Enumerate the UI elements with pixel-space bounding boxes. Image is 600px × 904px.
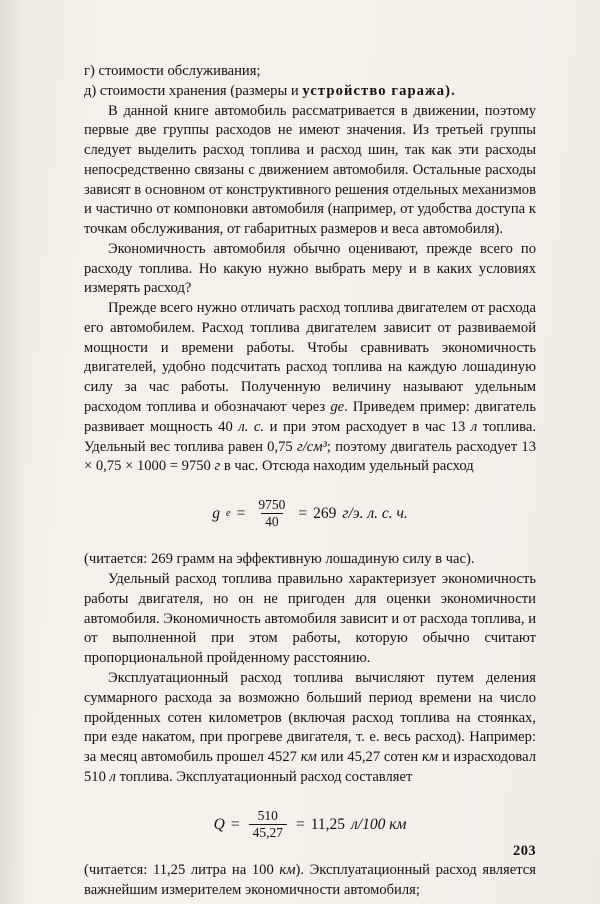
list-item-d-emphasis: устройство гаража). (302, 82, 456, 99)
formula-2-numerator: 510 (257, 807, 278, 823)
formula-1-denominator: 40 (261, 513, 283, 529)
formula-2-units: л/100 км (351, 815, 407, 833)
formula-operational-fuel-consumption (84, 809, 536, 840)
paragraph-7 (84, 861, 536, 901)
formula-2-equals-1: = (230, 815, 240, 833)
paragraph-2: Экономичность автомобиля обычно оценивают, прежде всего по расходу топлива. Но какую нужно выбрать меру и в каких условиях измерять расход? (84, 240, 536, 297)
paragraph-3-part-a: Прежде всего нужно отличать расход топлива двигателем от расхода его автомобилем. Расход топлива двигателем зависит от развиваемой мощности и времени работы. Чтобы сравнивать экономичность двигателей, удобно подсчитать расход топлива на каждую лошадиную силу за час работы. Полученную величину называют удельным расходом топлива и обозначают через (84, 300, 536, 416)
formula-1-lhs: g (212, 505, 220, 523)
paragraph-3-part-d: топлива. Удельный вес топлива равен 0,75 (84, 418, 537, 455)
paragraph-3-part-c: и при этом расходует в час 13 (264, 418, 471, 435)
unit-liter: л (470, 418, 478, 435)
paragraph-6 (84, 669, 536, 788)
formula-1-fraction (254, 498, 289, 529)
formula-1-equals-2: = (298, 505, 308, 523)
paragraph-6-part-a: Эксплуатационный расход топлива вычисляют путем деления суммарного расхода за возможно больший период времени на число пройденных сотен километров (включая расход топлива на стоянках, при езде накатом, при прогреве двигателя, т. е. весь расход). Например: за месяц автомобиль прошел 4527 (84, 670, 536, 766)
unit-km-1: км (300, 749, 317, 766)
paragraph-3-part-e: ; поэтому двигатель расходует 13 × 0,75 × 1000 = 9750 (84, 438, 536, 475)
formula-1-units: г/э. л. с. ч. (342, 505, 408, 523)
unit-density: г/см³ (297, 438, 327, 455)
symbol-ge: gе (330, 399, 345, 416)
formula-1-equals-1: = (236, 505, 246, 523)
paragraph-5: Удельный расход топлива правильно характеризует экономичность работы двигателя, но он не пригоден для оценки экономичности автомобиля. Экономичность автомобиля зависит и от расхода топлива, и от выполненной при этом работы, которую обычно считают пропорциональной пройденному расстоянию. (84, 571, 536, 667)
paragraph-7-part-a: (читается: 11,25 литра на 100 (84, 861, 280, 878)
formula-1-value: 269 (313, 505, 337, 523)
unit-km-2: км (421, 749, 439, 766)
formula-specific-fuel-consumption (84, 498, 536, 529)
list-item-d (84, 82, 536, 102)
paragraph-4-reading: (читается: 269 грамм на эффективную лошадиную силу в час). (84, 551, 475, 568)
page-edge-shadow (0, 0, 26, 904)
formula-2-lhs: Q (213, 815, 225, 833)
paragraph-3-part-b: . Приведем пример: двигатель развивает мощность 40 (84, 399, 536, 435)
paragraph-1: В данной книге автомобиль рассматривается в движении, поэтому первые две группы расходов не имеют значения. Из третьей группы следует выделить расход топлива и расход шин, так как эти расходы непосредственно связаны с движением автомобиля. Остальные расходы зависят в основном от конструктивного решения отдельных механизмов и частично от компоновки автомобиля (например, от удобства доступа к точкам обслуживания, от габаритных размеров и веса автомобиля). (84, 102, 536, 238)
paragraph-6-part-c: и израсходовал 510 (84, 749, 536, 785)
formula-1-subscript: е (225, 507, 231, 519)
list-item-g: г) стоимости обслуживания; (84, 63, 261, 79)
formula-2-value: 11,25 (310, 815, 346, 833)
paragraph-6-part-b: или 45,27 сотен (316, 749, 422, 766)
text-column (84, 62, 536, 900)
formula-1-numerator: 9750 (258, 497, 286, 513)
unit-hp: л. с. (238, 418, 265, 435)
paragraph-3 (84, 299, 536, 477)
list-item-d-text: д) стоимости хранения (размеры и (84, 82, 303, 99)
paragraph-3-part-f: в час. Отсюда находим удельный расход (220, 458, 474, 475)
formula-2-fraction (249, 809, 287, 840)
unit-gram: г (214, 458, 221, 475)
page-number: 203 (513, 843, 536, 859)
paragraph-7-part-b: ). Эксплуатационный расход является важнейшим измерителем экономичности автомобиля; (84, 861, 536, 898)
paragraph-6-part-d: топлива. Эксплуатационный расход составляет (115, 768, 413, 785)
unit-liter-2: л (109, 768, 116, 785)
formula-2-equals-2: = (295, 815, 305, 833)
unit-km-3: км (279, 861, 296, 878)
formula-2-denominator: 45,27 (249, 824, 287, 840)
